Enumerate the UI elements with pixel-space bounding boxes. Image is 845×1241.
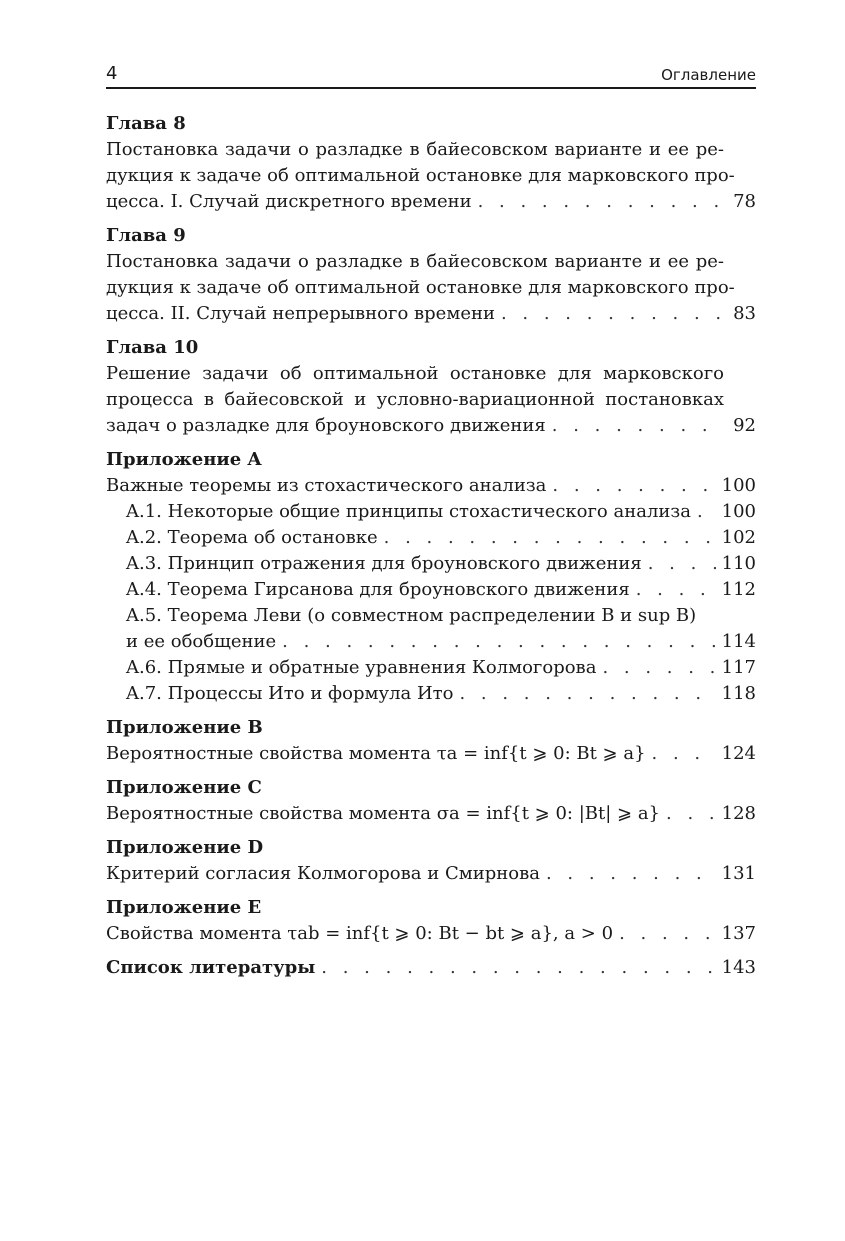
toc-subentry[interactable] — [106, 525, 756, 551]
appendix-heading: Приложение B — [106, 717, 263, 738]
dot-leader — [652, 741, 716, 767]
subentry-title: A.2. Теорема об остановке — [126, 527, 378, 548]
dot-leader — [552, 473, 715, 499]
chapter-title-line: Решение задачи об оптимальной остановке для марковского — [106, 363, 724, 384]
dot-leader — [282, 629, 716, 655]
toc-page — [106, 58, 756, 989]
toc-subentry[interactable] — [106, 551, 756, 577]
toc-subentry[interactable] — [106, 681, 756, 707]
toc-subentry[interactable] — [106, 577, 756, 603]
dot-leader — [384, 525, 716, 551]
toc-appendix-b — [106, 715, 756, 767]
appendix-heading: Приложение E — [106, 897, 262, 918]
subentry-title: A.4. Теорема Гирсанова для броуновского движения — [126, 579, 630, 600]
toc-appendix-e — [106, 895, 756, 947]
dot-leader — [602, 655, 715, 681]
subentry-title: A.6. Прямые и обратные уравнения Колмогорова — [126, 657, 597, 678]
page-ref: 137 — [721, 923, 756, 944]
chapter-heading: Глава 10 — [106, 337, 199, 358]
dot-leader — [666, 801, 716, 827]
chapter-title-line: Постановка задачи о разладке в байесовском варианте и ее ре- — [106, 139, 724, 160]
toc-subentry[interactable] — [106, 499, 756, 525]
dot-leader — [546, 861, 716, 887]
subentry-title: и ее обобщение — [126, 631, 277, 652]
chapter-title-line: дукция к задаче об оптимальной остановке для марковского про- — [106, 277, 735, 298]
page-ref: 92 — [733, 415, 756, 436]
running-title: Оглавление — [661, 66, 756, 84]
page-ref: 114 — [721, 631, 756, 652]
toc-appendix-c — [106, 775, 756, 827]
chapter-title-line: дукция к задаче об оптимальной остановке для марковского про- — [106, 165, 735, 186]
toc-subentry[interactable] — [106, 603, 756, 629]
chapter-title-line: задач о разладке для броуновского движения — [106, 415, 546, 436]
toc-entry[interactable] — [106, 473, 756, 499]
subentry-title: A.3. Принцип отражения для броуновского движения — [126, 553, 642, 574]
chapter-title-line: процесса в байесовской и условно-вариационной постановках — [106, 389, 724, 410]
page-ref: 112 — [721, 579, 756, 600]
page-number: 4 — [106, 63, 118, 84]
references-title: Список литературы — [106, 957, 316, 978]
dot-leader — [321, 955, 715, 981]
dot-leader — [501, 301, 720, 327]
dot-leader — [648, 551, 716, 577]
chapter-heading: Глава 9 — [106, 225, 186, 246]
toc-references — [106, 955, 756, 981]
toc-chapter-10 — [106, 335, 756, 439]
appendix-heading: Приложение D — [106, 837, 264, 858]
toc-entry[interactable] — [106, 921, 756, 947]
page-ref: 100 — [721, 475, 756, 496]
appendix-title: Критерий согласия Колмогорова и Смирнова — [106, 863, 540, 884]
page-ref: 83 — [733, 303, 756, 324]
dot-leader — [478, 189, 720, 215]
running-head — [106, 58, 756, 89]
toc-appendix-d — [106, 835, 756, 887]
page-ref: 78 — [733, 191, 756, 212]
appendix-title: Важные теоремы из стохастического анализа — [106, 475, 547, 496]
chapter-heading: Глава 8 — [106, 113, 186, 134]
appendix-heading: Приложение C — [106, 777, 262, 798]
dot-leader — [636, 577, 716, 603]
dot-leader — [459, 681, 715, 707]
page-ref: 102 — [721, 527, 756, 548]
chapter-title-line: Постановка задачи о разладке в байесовском варианте и ее ре- — [106, 251, 724, 272]
page-ref: 117 — [721, 657, 756, 678]
table-of-contents — [106, 111, 756, 981]
page-ref: 124 — [721, 743, 756, 764]
toc-subentry-continuation[interactable] — [106, 629, 756, 655]
page-ref: 100 — [721, 501, 756, 522]
subentry-title: A.5. Теорема Леви (о совместном распределении B и sup B) — [126, 605, 697, 626]
page-ref: 143 — [721, 957, 756, 978]
toc-entry[interactable] — [106, 955, 756, 981]
toc-entry[interactable] — [106, 801, 756, 827]
appendix-title: Вероятностные свойства момента τa = inf{t ⩾ 0: Bt ⩾ a} — [106, 743, 646, 764]
toc-entry[interactable] — [106, 741, 756, 767]
toc-entry[interactable] — [106, 413, 756, 439]
toc-entry[interactable] — [106, 301, 756, 327]
chapter-title-line: цесса. II. Случай непрерывного времени — [106, 303, 495, 324]
page-ref: 118 — [721, 683, 756, 704]
page-ref: 131 — [721, 863, 756, 884]
toc-chapter-8 — [106, 111, 756, 215]
chapter-title-line: цесса. I. Случай дискретного времени — [106, 191, 472, 212]
page-ref: 110 — [721, 553, 756, 574]
toc-entry[interactable] — [106, 861, 756, 887]
page-ref: 128 — [721, 803, 756, 824]
toc-entry[interactable] — [106, 189, 756, 215]
subentry-title: A.1. Некоторые общие принципы стохастического анализа — [126, 501, 691, 522]
toc-subentry[interactable] — [106, 655, 756, 681]
dot-leader — [552, 413, 720, 439]
appendix-title: Вероятностные свойства момента σa = inf{t ⩾ 0: |Bt| ⩾ a} — [106, 803, 661, 824]
toc-chapter-9 — [106, 223, 756, 327]
toc-appendix-a — [106, 447, 756, 707]
subentry-title: A.7. Процессы Ито и формула Ито — [126, 683, 454, 704]
dot-leader — [619, 921, 716, 947]
appendix-title: Свойства момента τab = inf{t ⩾ 0: Bt − bt ⩾ a}, a > 0 — [106, 923, 614, 944]
dot-leader — [697, 499, 716, 525]
appendix-heading: Приложение A — [106, 449, 262, 470]
